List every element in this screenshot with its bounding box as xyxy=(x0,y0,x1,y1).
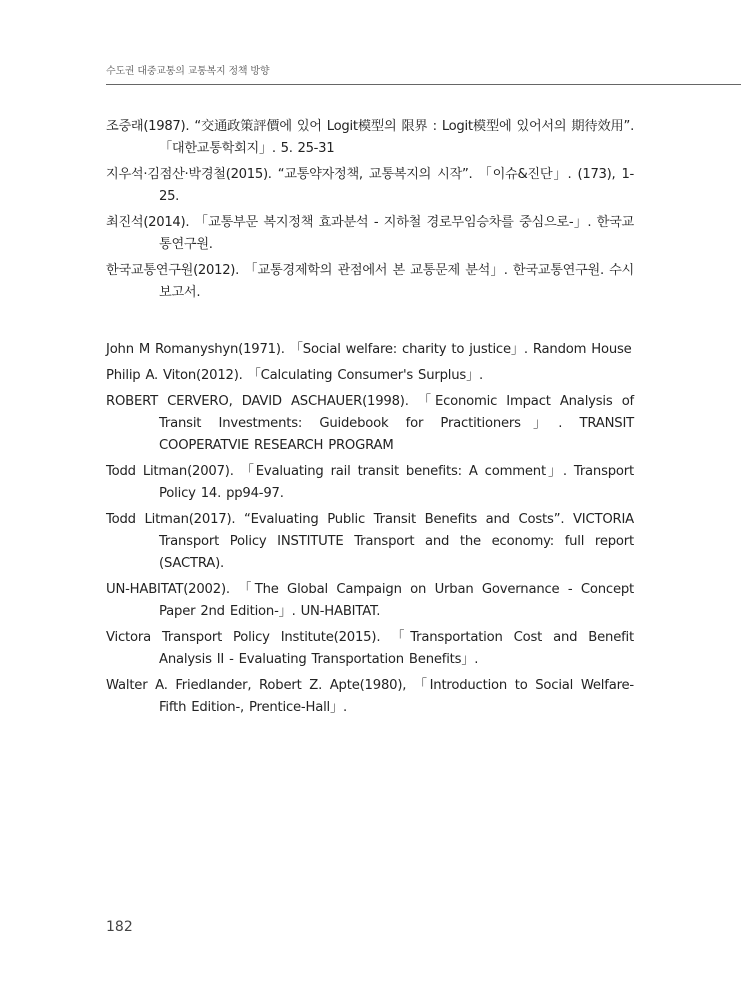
reference-entry: Todd Litman(2007). 「Evaluating rail transit benefits: A comment」. Transport Policy 14. pp94-97. xyxy=(106,464,634,501)
reference-entry: UN-HABITAT(2002). 「The Global Campaign on Urban Governance - Concept Paper 2nd Edition-」. UN-HABITAT. xyxy=(106,582,634,619)
reference-entry: Walter A. Friedlander, Robert Z. Apte(1980), 「Introduction to Social Welfare- Fifth Edition-, Prentice-Hall」. xyxy=(106,678,634,715)
reference-entry: John M Romanyshyn(1971). 「Social welfare: charity to justice」. Random House xyxy=(106,342,632,357)
reference-entry: Victora Transport Policy Institute(2015). 「Transportation Cost and Benefit Analysis II - Evaluating Transportation Benefits」. xyxy=(106,630,634,667)
reference-entry: ROBERT CERVERO, DAVID ASCHAUER(1998). 「Economic Impact Analysis of Transit Investments: Guidebook for Practitioners」. TRANSIT COOPERATVIE RESEARCH PROGRAM xyxy=(106,394,634,453)
reference-entry: 지우석·김점산·박경철(2015). “교통약자정책, 교통복지의 시작”. 「이슈&진단」. (173), 1-25. xyxy=(106,167,634,204)
reference-entry: Todd Litman(2017). “Evaluating Public Transit Benefits and Costs”. VICTORIA Transport Policy INSTITUTE Transport and the economy: full report (SACTRA). xyxy=(106,512,634,571)
english-references-list xyxy=(106,339,634,723)
korean-references-list xyxy=(106,116,634,308)
reference-entry: 한국교통연구원(2012). 「교통경제학의 관점에서 본 교통문제 분석」. 한국교통연구원. 수시보고서. xyxy=(106,263,634,300)
reference-entry: 조중래(1987). “交通政策評價에 있어 Logit模型의 限界 : Logit模型에 있어서의 期待效用”. 「대한교통학회지」. 5. 25-31 xyxy=(106,119,634,156)
reference-entry: 최진석(2014). 「교통부문 복지정책 효과분석 - 지하철 경로무임승차를 중심으로-」. 한국교통연구원. xyxy=(106,215,634,252)
page-number: 182 xyxy=(106,919,133,935)
header-rule xyxy=(106,84,741,85)
reference-entry: Philip A. Viton(2012). 「Calculating Consumer's Surplus」. xyxy=(106,368,484,383)
running-header: 수도권 대중교통의 교통복지 정책 방향 xyxy=(106,66,270,77)
